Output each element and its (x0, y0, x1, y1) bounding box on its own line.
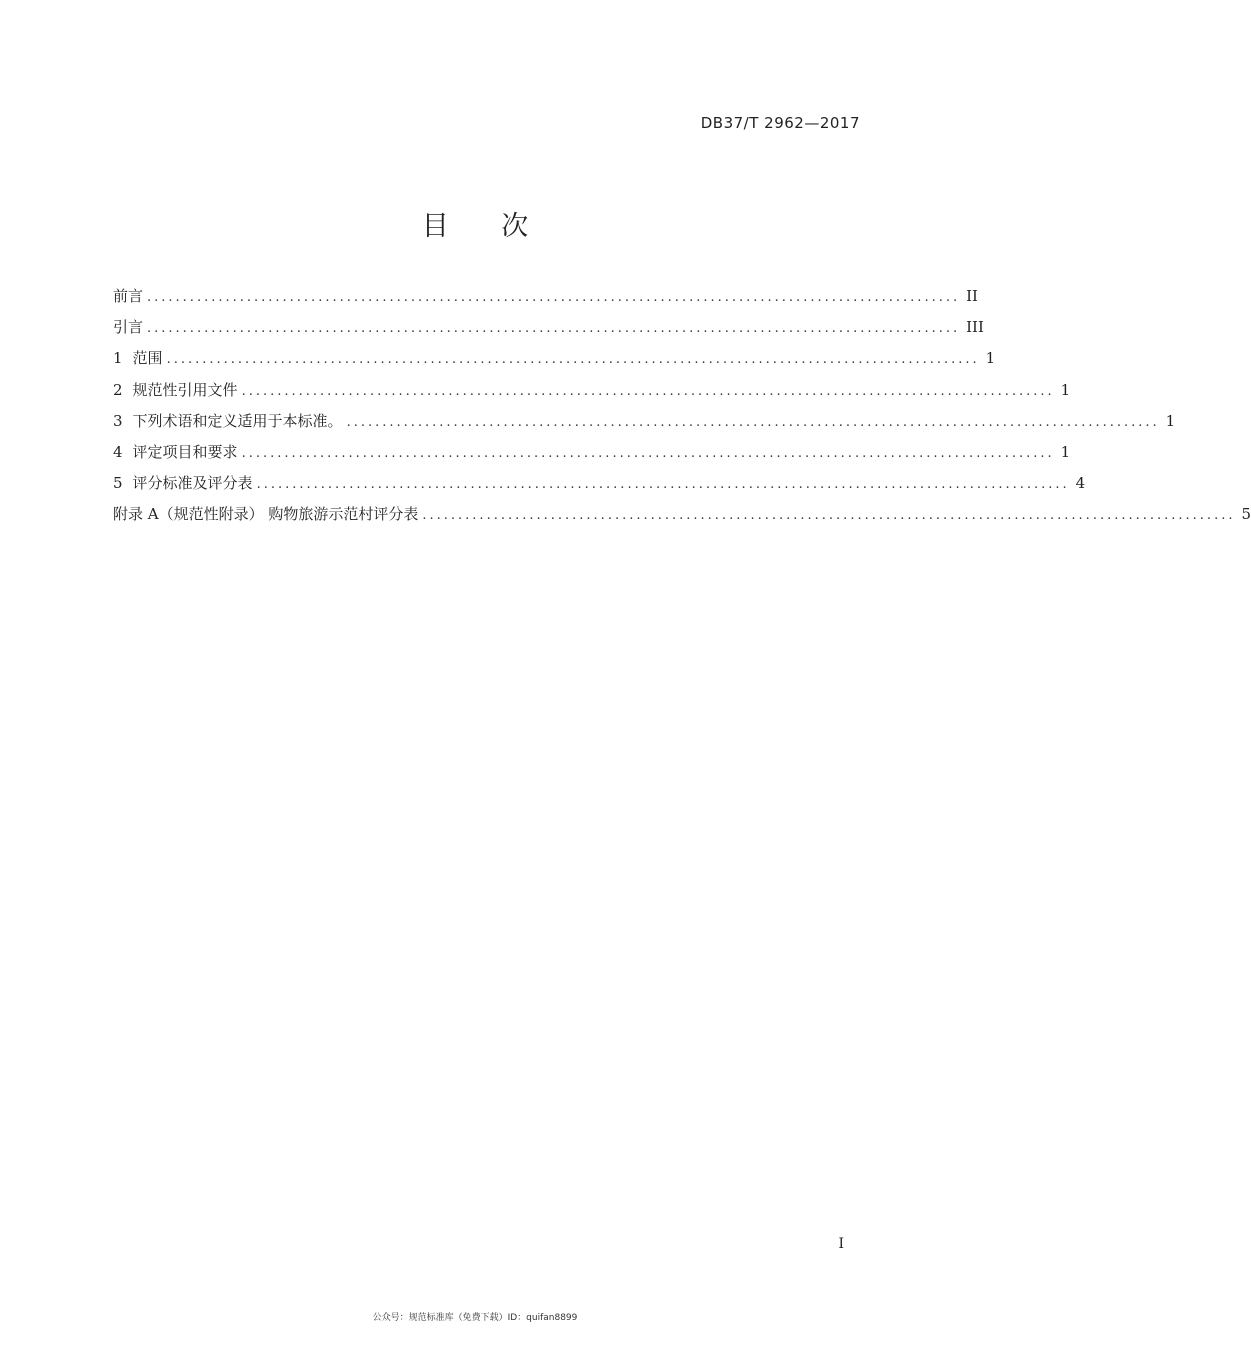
toc-leader-dots: .................................................................................................................. (241, 445, 1055, 461)
toc-entry-page: 5 (1241, 505, 1251, 524)
toc-entry-label: 规范性引用文件 (132, 380, 238, 399)
toc-entry-introduction[interactable] (113, 316, 984, 347)
toc-entry-scoring-standards[interactable] (113, 472, 1086, 503)
toc-entry-number: 5 (113, 474, 123, 493)
toc-leader-dots: .................................................................................................................. (346, 414, 1160, 430)
toc-entry-number: 1 (113, 349, 123, 368)
toc-entry-page: 4 (1075, 474, 1086, 493)
toc-leader-dots: .................................................................................................................. (241, 383, 1055, 399)
toc-entry-number: 3 (113, 411, 123, 430)
toc-entry-page: II (966, 287, 978, 305)
page-title: 目 次 (421, 211, 551, 242)
toc-leader-dots: .................................................................................................................. (147, 290, 961, 305)
toc-leader-dots: .................................................................................................................. (422, 508, 1236, 524)
toc-entry-scope[interactable] (113, 347, 996, 378)
toc-entry-label: 下列术语和定义适用于本标准。 (132, 411, 343, 430)
toc-entry-label: 评定项目和要求 (132, 442, 238, 461)
toc-leader-dots: .................................................................................................................. (256, 477, 1070, 493)
toc-entry-number: 4 (113, 442, 123, 461)
toc-leader-dots: .................................................................................................................. (147, 321, 961, 337)
toc-entry-label: 范围 (132, 349, 163, 368)
toc-leader-dots: .................................................................................................................. (166, 352, 980, 368)
toc-entry-label: 引言 (113, 318, 144, 337)
toc-entry-page: 1 (1165, 411, 1176, 430)
table-of-contents (113, 285, 1251, 535)
toc-entry-foreword[interactable] (113, 285, 978, 316)
toc-entry-page: 1 (1060, 442, 1071, 461)
page-number: I (838, 1236, 844, 1252)
toc-entry-label: 附录 A（规范性附录） 购物旅游示范村评分表 (113, 505, 419, 524)
document-code: DB37/T 2962—2017 (700, 114, 860, 132)
toc-entry-label: 评分标准及评分表 (132, 474, 253, 493)
toc-entry-number: 2 (113, 380, 123, 399)
toc-entry-appendix-a[interactable] (113, 503, 1251, 534)
toc-entry-page: III (966, 318, 984, 337)
toc-entry-page: 1 (985, 349, 996, 368)
toc-entry-label: 前言 (113, 287, 144, 305)
toc-entry-page: 1 (1060, 380, 1071, 399)
footer-note: 公众号：规范标准库（免费下载）ID：quifan8899 (372, 1313, 578, 1323)
toc-entry-terms[interactable] (113, 410, 1176, 441)
toc-entry-normative-references[interactable] (113, 379, 1071, 410)
toc-entry-evaluation-items[interactable] (113, 441, 1071, 472)
